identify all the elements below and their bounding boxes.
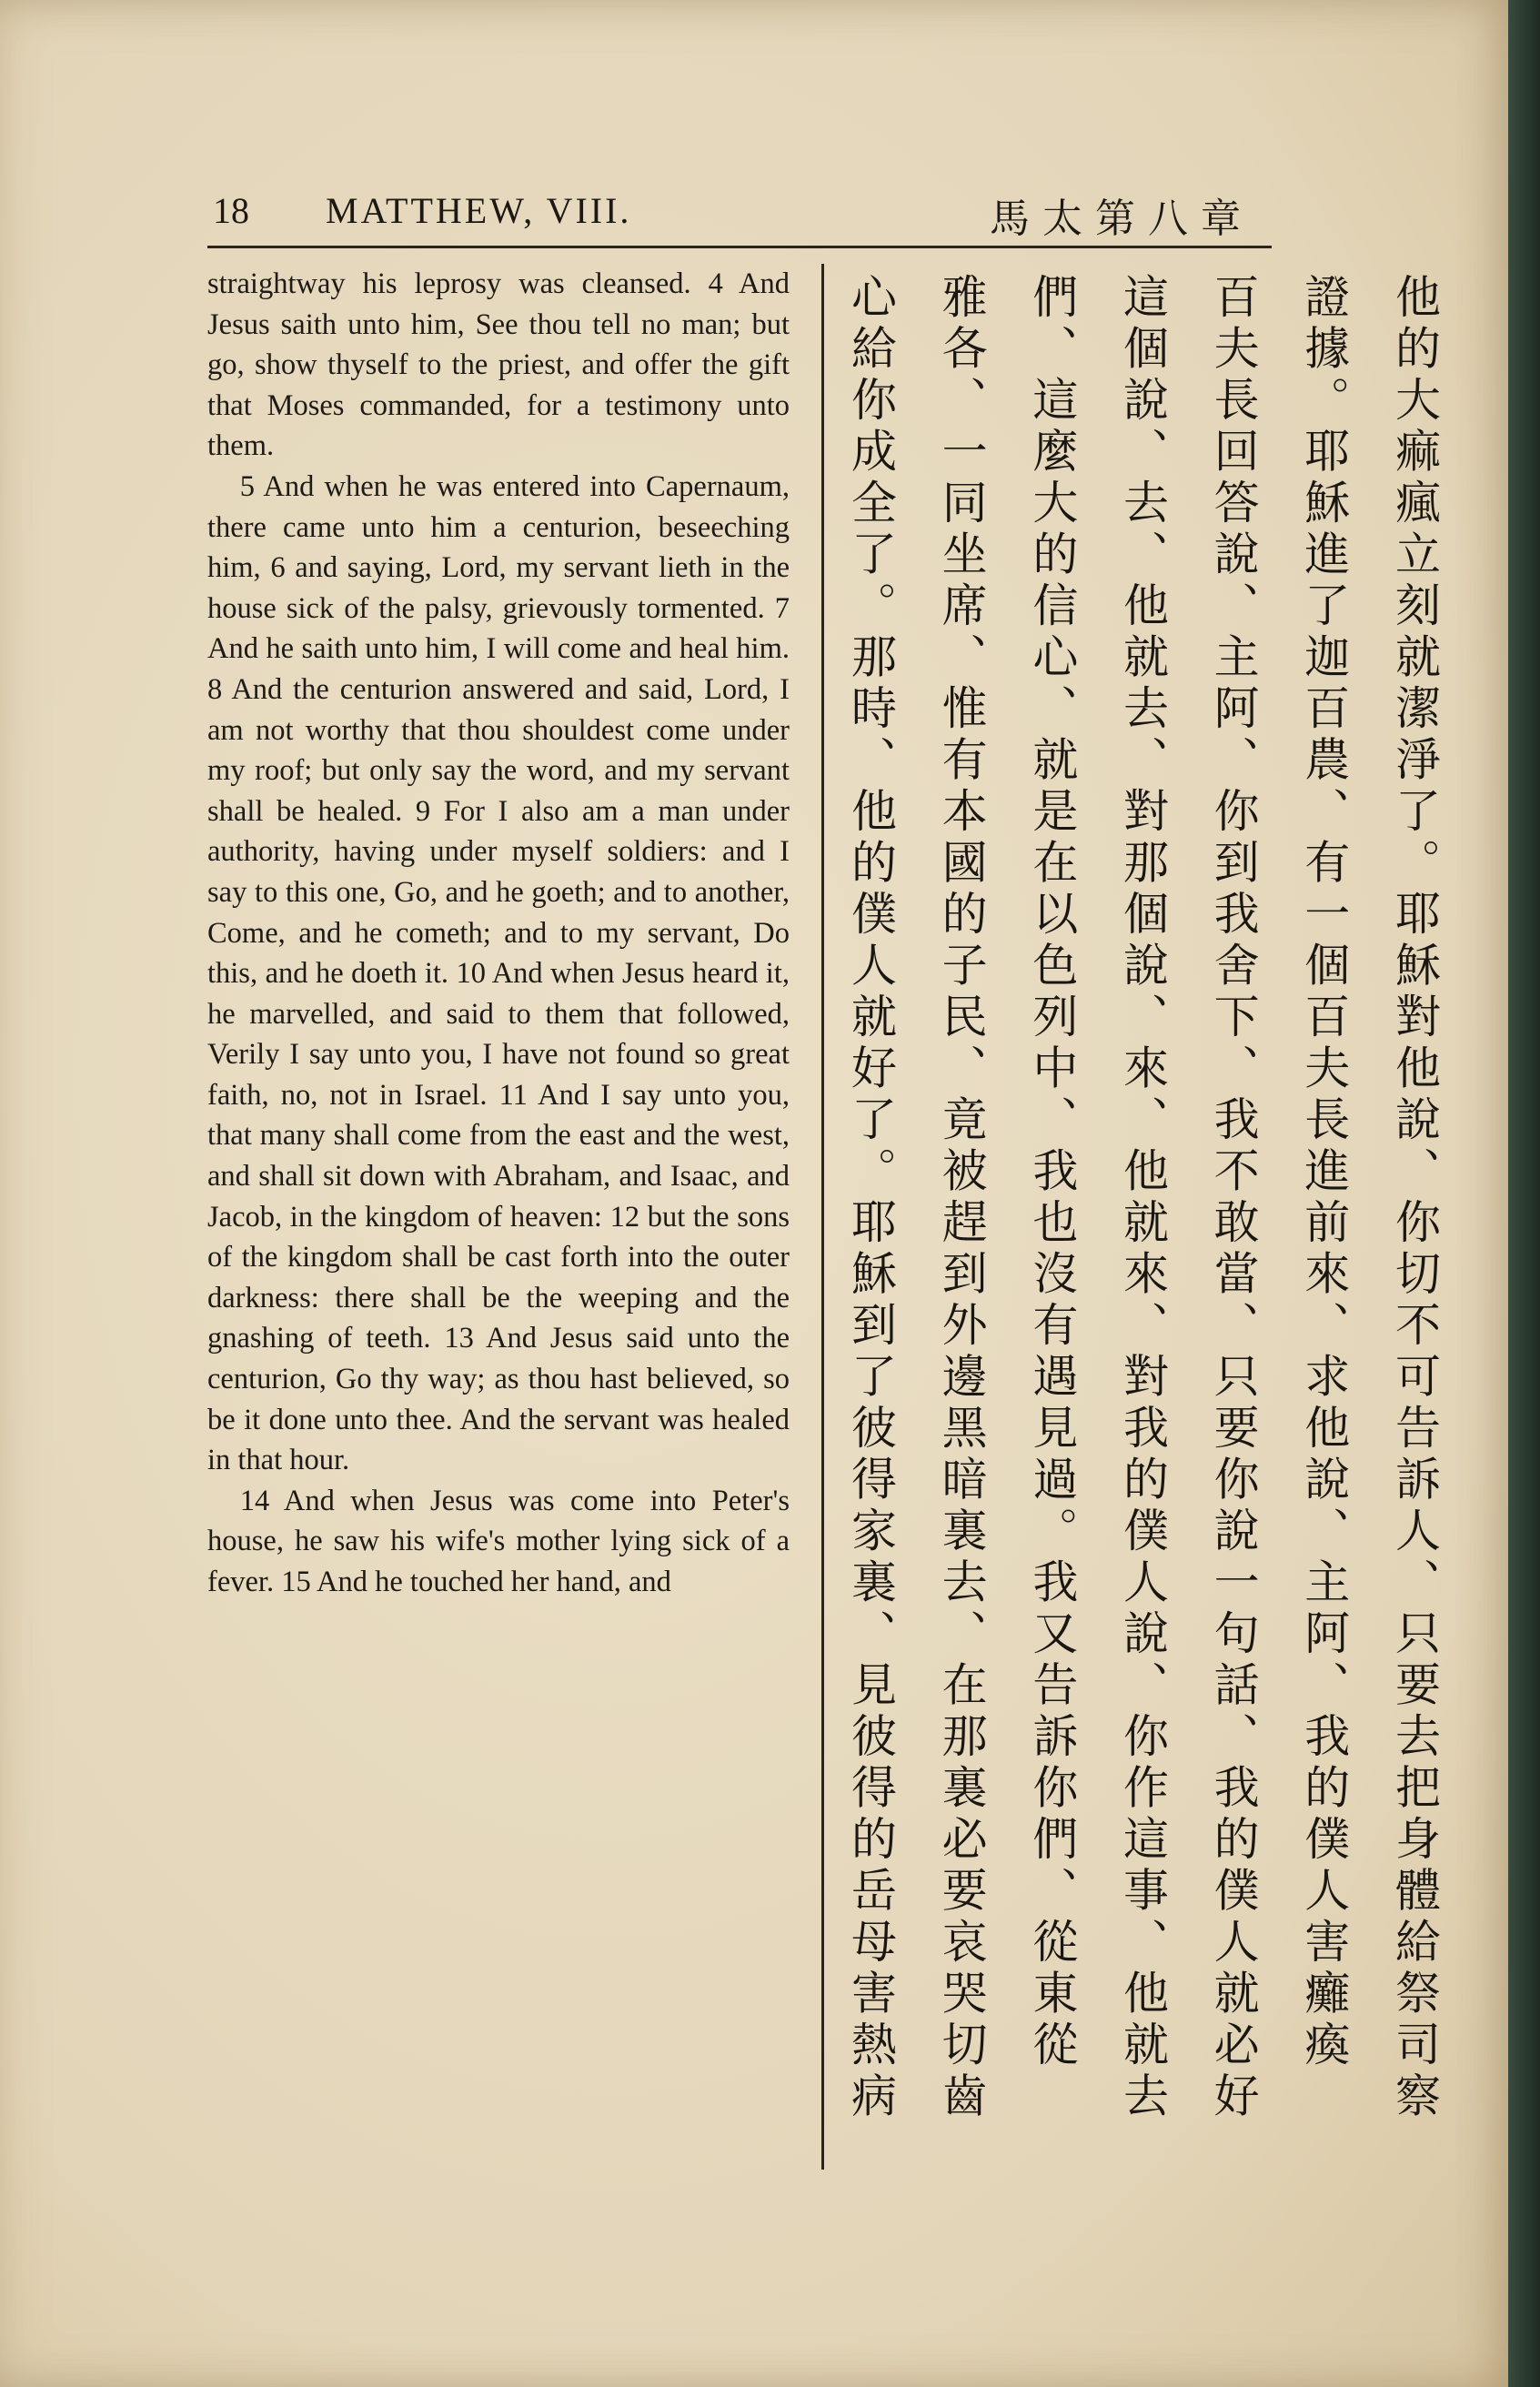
chinese-text-column — [823, 273, 1460, 2183]
chinese-column: 他的大痲瘋立刻就潔淨了。耶穌對他說、你切不可告訴人、只要去把身體給祭司察 — [1387, 273, 1441, 2123]
chinese-column: 們、這麼大的信心、就是在以色列中、我也沒有遇見過。我又告訴你們、從東從 — [1025, 273, 1079, 2072]
page-header — [207, 182, 1272, 248]
chinese-column: 雅各、一同坐席、惟有本國的子民、竟被趕到外邊黑暗裏去、在那裏必要哀哭切齒 — [934, 273, 988, 2123]
chinese-column: 百夫長回答說、主阿、你到我舍下、我不敢當、只要你說一句話、我的僕人就必好 — [1206, 273, 1260, 2123]
chinese-running-head: 馬太第八章 — [990, 196, 1253, 242]
english-paragraph: straightway his leprosy was cleansed. 4 And Jesus saith unto him, See thou tell no man; but go, show thyself to the priest, and offer the gift that Moses commanded, for a testimony unto them. — [207, 267, 790, 463]
book-spine-edge — [1508, 0, 1540, 2387]
page-number: 18 — [213, 190, 249, 231]
english-text-column — [207, 264, 790, 2183]
chinese-column: 這個說、去、他就去、對那個說、來、他就來、對我的僕人說、你作這事、他就去 — [1115, 273, 1169, 2123]
chinese-column: 證據。耶穌進了迦百農、有一個百夫長進前來、求他說、主阿、我的僕人害癱瘓 — [1297, 273, 1351, 2072]
chinese-column: 心給你成全了。那時、他的僕人就好了。耶穌到了彼得家裏、見彼得的岳母害熱病 — [844, 273, 897, 2123]
english-paragraph: 5 And when he was entered into Capernaum, there came unto him a centurion, beseeching him, 6 and saying, Lord, my servant lieth in the house sick of the palsy, grievously tormented. 7 And he saith unto him, I will come and heal him. 8 And the centurion answered and said, Lord, I am not worthy that thou shouldest come under my roof; but only say the word, and my servant shall be healed. 9 For I also am a man under authority, having under myself soldiers: and I say to this one, Go, and he goeth; and to another, Come, and he cometh; and to my servant, Do this, and he doeth it. 10 And when Jesus heard it, he marvelled, and said to them that followed, Verily I say unto you, I have not found so great faith, no, not in Israel. 11 And I say unto you, that many shall come from the east and the west, and shall sit down with Abraham, and Isaac, and Jacob, in the kingdom of heaven: 12 but the sons of the kingdom shall be cast forth into the outer darkness: there shall be the weeping and the gnashing of teeth. 13 And Jesus said unto the centurion, Go thy way; as thou hast believed, so be it done unto thee. And the servant was healed in that hour. — [207, 469, 790, 1477]
english-paragraph: 14 And when Jesus was come into Peter's house, he saw his wife's mother lying sick of a fever. 15 And he touched her hand, and — [207, 1484, 790, 1598]
running-head: MATTHEW, VIII. — [326, 190, 632, 231]
